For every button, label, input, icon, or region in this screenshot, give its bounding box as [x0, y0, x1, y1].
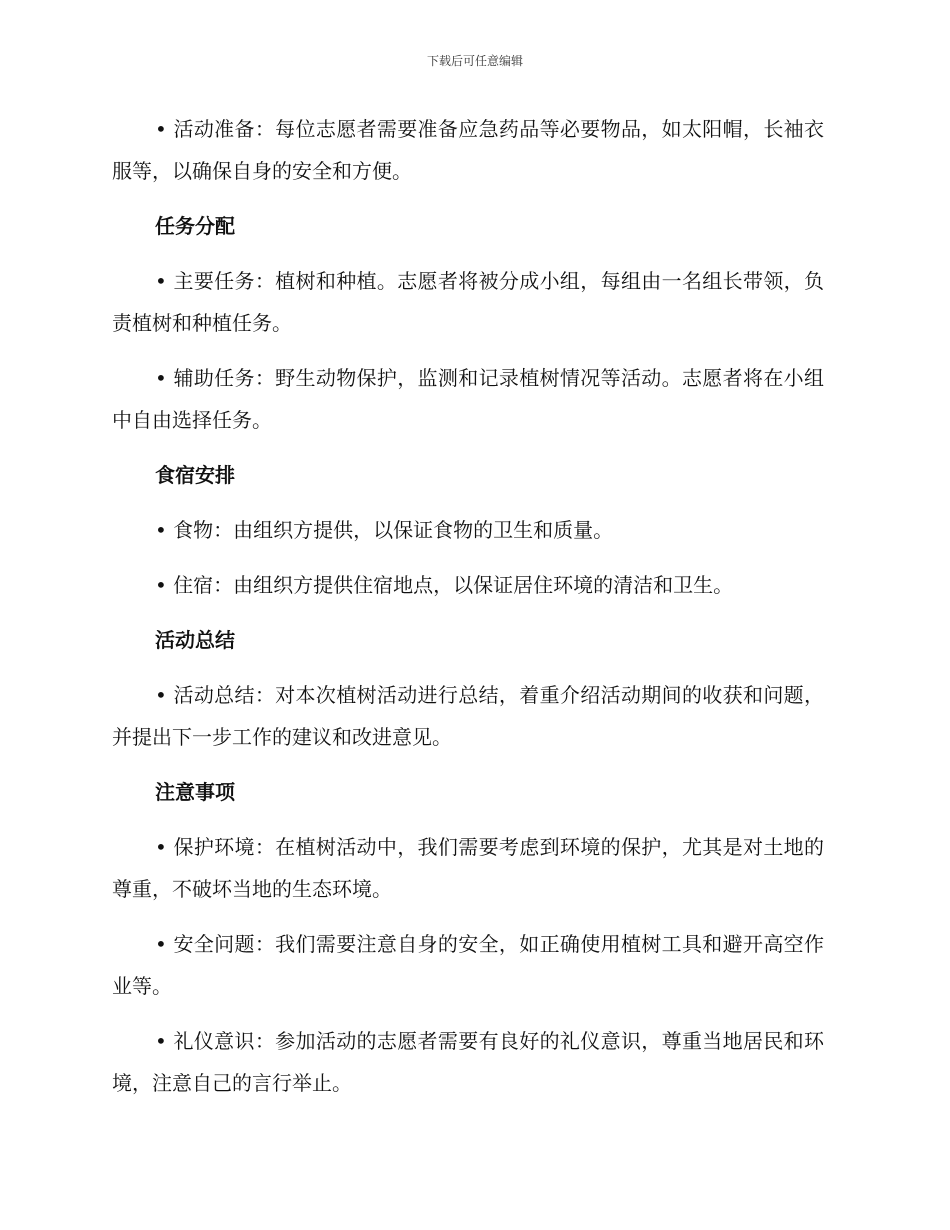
section-heading-task-assignment: 任务分配 [155, 214, 235, 238]
paragraph-lodging: • 住宿：由组织方提供住宿地点，以保证居住环境的清洁和卫生。 [155, 573, 734, 597]
paragraph-safety: • 安全问题：我们需要注意自身的安全，如正确使用植树工具和避开高空作业等。 [112, 932, 824, 998]
document-body [112, 108, 824, 1117]
paragraph-main-task: • 主要任务：植树和种植。志愿者将被分成小组，每组由一名组长带领，负责植树和种植任务。 [112, 269, 824, 335]
section-heading-food-lodging: 食宿安排 [155, 463, 235, 487]
paragraph-food: • 食物：由组织方提供，以保证食物的卫生和质量。 [155, 518, 614, 542]
section-heading-precautions: 注意事项 [155, 780, 235, 804]
paragraph-auxiliary-task: • 辅助任务：野生动物保护，监测和记录植树情况等活动。志愿者将在小组中自由选择任务。 [112, 366, 824, 432]
page-header: 下载后可任意编辑 [426, 54, 523, 68]
paragraph-activity-preparation: • 活动准备：每位志愿者需要准备应急药品等必要物品，如太阳帽，长袖衣服等，以确保自身的安全和方便。 [112, 117, 824, 183]
paragraph-etiquette: • 礼仪意识：参加活动的志愿者需要有良好的礼仪意识，尊重当地居民和环境，注意自己的言行举止。 [112, 1029, 824, 1095]
paragraph-environment-protection: • 保护环境：在植树活动中，我们需要考虑到环境的保护，尤其是对土地的尊重，不破坏当地的生态环境。 [112, 835, 824, 901]
section-heading-activity-summary: 活动总结 [155, 628, 235, 652]
paragraph-activity-summary: • 活动总结：对本次植树活动进行总结，着重介绍活动期间的收获和问题，并提出下一步工作的建议和改进意见。 [112, 683, 824, 749]
